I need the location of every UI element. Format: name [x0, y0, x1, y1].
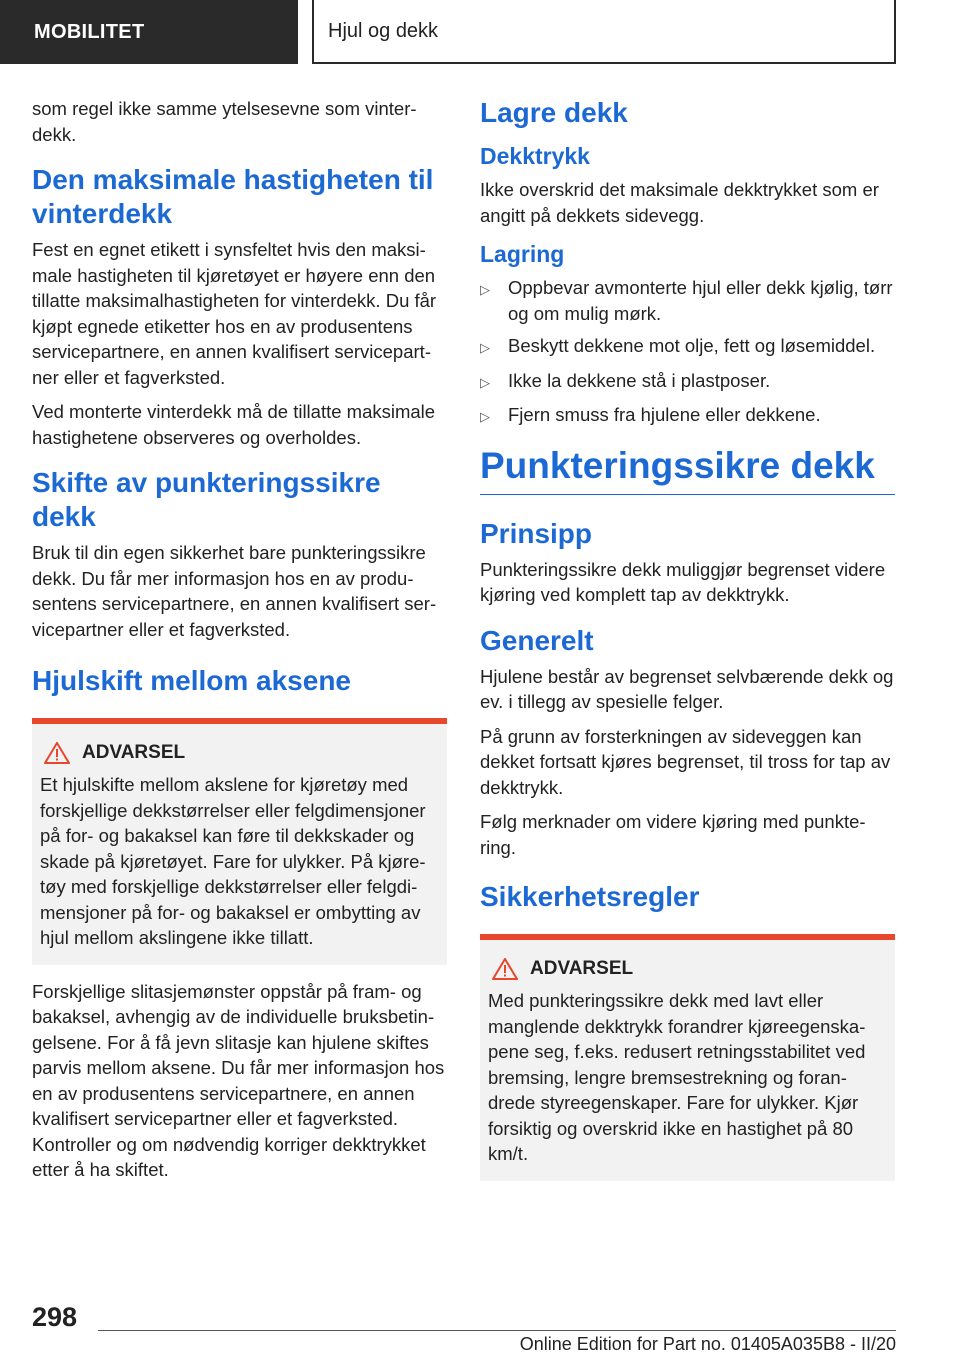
heading-safety-rules: Sikkerhetsregler — [480, 881, 700, 912]
heading-principle: Prinsipp — [480, 517, 593, 549]
warning-title: ADVARSEL — [82, 742, 186, 763]
swap-axles-paragraph: Forskjellige slitasjemønster oppstår på fram- og bakaksel, avhengig av de individuelle bruksbetingelsene. For å få jevn slitasje kan hjulene skiftes parvis mellom aksene. Du får mer informasjon hos en av produsentens servicepartnere, en annen kvalifisert servicepartner eller et fagverksted. Kontroller og om nødvendig korriger dekktrykket etter å ha skiftet. — [32, 980, 445, 1180]
general-paragraph-1: Hjulene består av begrenset selvbærende dekk og ev. i tillegg av spesielle felger. — [480, 665, 894, 712]
heading-storage: Lagring — [480, 241, 565, 267]
list-item: ▷ Oppbevar avmonterte hjul eller dekk kjølig, tørr og om mulig mørk. — [480, 275, 895, 326]
general-paragraph-3: Følg merknader om videre kjøring med punktering. — [480, 811, 866, 858]
runflat-change-paragraph: Bruk til din egen sikkerhet bare punkteringssikre dekk. Du får mer informasjon hos en av produsentens servicepartnere, en annen kvalifisert servicepartner eller et fagverksted. — [32, 542, 437, 640]
warning-header — [488, 958, 887, 980]
warning-text: Et hjulskifte mellom akslene for kjøretøy med forskjellige dekkstørrelser eller felgdimensjoner på for- og bakaksel kan føre til dekkskader og skade på kjøretøyet. Fare for ulykker. På kjøretøy med forskjellige dekkstørrelser eller felgdimensjoner på for- og bakaksel er ombytting av hjul mellom akslingene ikke tillatt. — [40, 774, 426, 948]
triangle-bullet-icon: ▷ — [480, 409, 490, 424]
list-item: ▷ Beskytt dekkene mot olje, fett og løsemiddel. — [480, 333, 895, 361]
page-footer — [0, 1296, 960, 1362]
triangle-bullet-icon: ▷ — [480, 340, 490, 355]
heading-store-tires: Lagre dekk — [480, 97, 628, 128]
heading-tire-pressure: Dekktrykk — [480, 143, 590, 169]
intro-paragraph: som regel ikke samme ytelsesevne som vinterdekk. — [32, 98, 417, 145]
triangle-bullet-icon: ▷ — [480, 374, 490, 390]
footer-divider — [98, 1330, 896, 1331]
warning-text: Med punkteringssikre dekk med lavt eller manglende dekktrykk forandrer kjøreegenskapene seg, f.eks. redusert retningsstabilitet ved bremsing, lengre bremsestrekning og forandrede styreegenskaper. Fare for ulykker. Kjør forsiktig og overskrid ikke en hastighet på 80 km/t. — [488, 990, 866, 1164]
edition-text: Online Edition for Part no. 01405A035B8 - II/20 — [519, 1334, 896, 1354]
heading-swap-axles: Hjulskift mellom aksene — [32, 665, 352, 696]
triangle-bullet-icon: ▷ — [480, 282, 490, 297]
heading-underline — [480, 494, 895, 495]
warning-title: ADVARSEL — [530, 958, 634, 979]
warning-header — [40, 742, 439, 764]
warning-triangle-icon — [44, 742, 70, 764]
warning-triangle-icon — [492, 958, 518, 980]
storage-list — [480, 275, 895, 430]
pressure-paragraph: Ikke overskrid det maksimale dekktrykket som er angitt på dekkets sidevegg. — [480, 179, 879, 226]
chapter-tab: MOBILITET — [0, 0, 298, 64]
heading-runflat-change: Skifte av punkteringssikre dekk — [32, 467, 381, 532]
list-item: ▷ Ikke la dekkene stå i plastposer. — [480, 368, 895, 396]
page-header — [0, 0, 960, 66]
warning-box-axles — [32, 718, 447, 965]
max-speed-paragraph-2: Ved monterte vinterdekk må de tillatte maksimale hastighetene observeres og overholdes. — [32, 401, 436, 448]
list-item: ▷ Fjern smuss fra hjulene eller dekkene. — [480, 402, 895, 430]
heading-general: Generelt — [480, 624, 594, 656]
principle-paragraph: Punkteringssikre dekk muliggjør begrenset videre kjøring ved komplett tap av dekktrykk. — [480, 558, 886, 605]
right-column — [480, 96, 895, 1195]
left-column — [32, 96, 447, 1192]
warning-box-runflat — [480, 934, 895, 1181]
section-title: Hjul og dekk — [312, 0, 896, 64]
max-speed-paragraph-1: Fest en egnet etikett i synsfeltet hvis den maksimale hastigheten til kjøretøyet er høyere enn den tillatte maksimalhastigheten for vinterdekk. Du får kjøpt egnede etiketter hos en av produsentens servicepartnere, en annen kvalifisert servicepartner eller et fagverksted. — [32, 239, 437, 388]
page-number: 298 — [32, 1302, 78, 1332]
heading-runflat-tires: Punkteringssikre dekk — [480, 444, 875, 486]
heading-max-speed: Den maksimale hastigheten til vinterdekk — [32, 164, 434, 229]
general-paragraph-2: På grunn av forsterkningen av sideveggen kan dekket fortsatt kjøres begrenset, til tross for tap av dekktrykk. — [480, 725, 891, 798]
